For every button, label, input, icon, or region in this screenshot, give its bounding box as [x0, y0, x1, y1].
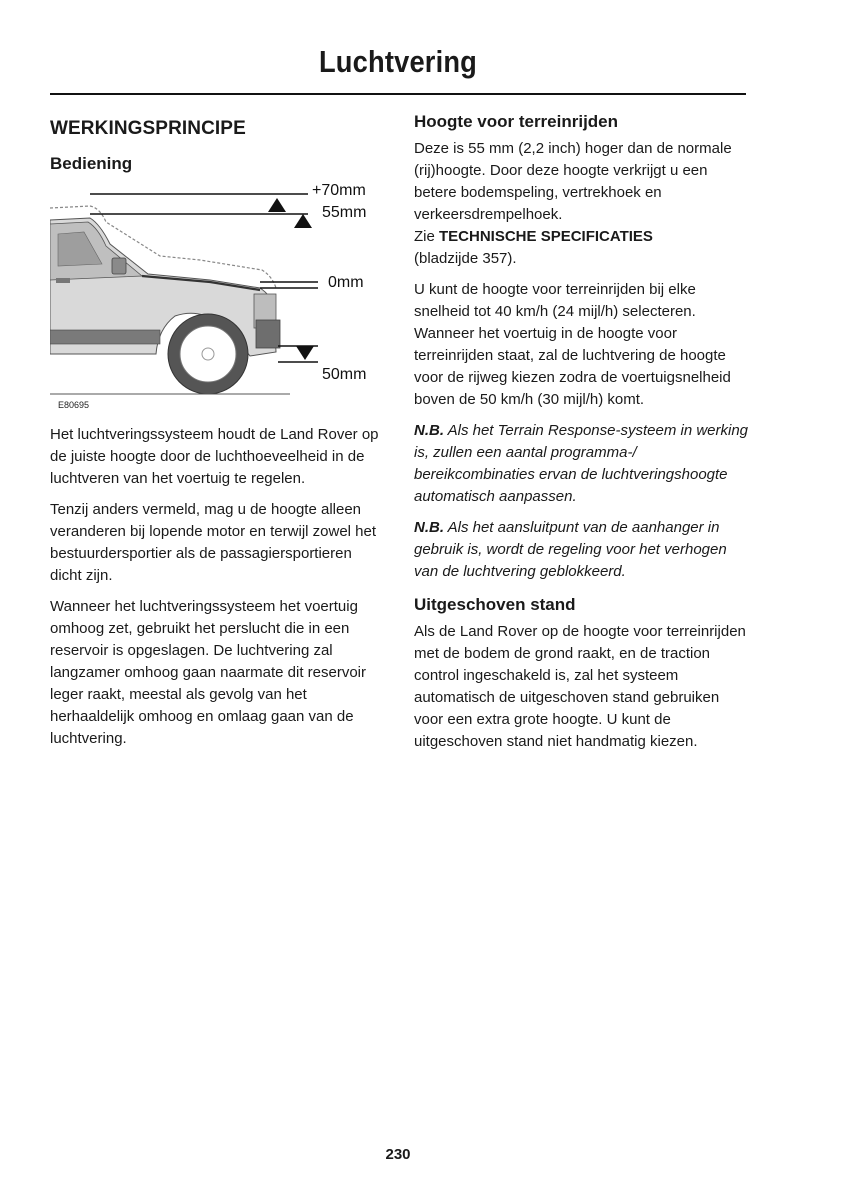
paragraph-reservoir: Wanneer het luchtveringssysteem het voertuig omhoog zet, gebruikt het perslucht die in een reservoir is opgeslagen. De luchtvering zal langzamer omhoog gaan naarmate dit reservoir leger raakt, meestal als gevolg van het herhaaldelijk omhoog en omlaag gaan van de luchtvering. — [50, 598, 367, 747]
subheading-bediening: Bediening — [50, 154, 133, 173]
note-trailer — [414, 517, 750, 583]
note-terrain-response — [414, 420, 750, 508]
note-text: Als het Terrain Response-systeem in werking is, zullen een aantal programma-/ bereikcombinaties ervan de luchtveringshoogte automatisch aanpassen. — [414, 422, 749, 505]
paragraph-conditions: Tenzij anders vermeld, mag u de hoogte alleen veranderen bij lopende motor en terwijl zowel het bestuurdersportier als de passagiersportieren dicht zijn. — [50, 501, 377, 584]
heading-hoogte-terreinrijden: Hoogte voor terreinrijden — [414, 112, 619, 131]
page-title: Luchtvering — [318, 44, 478, 79]
title-rule — [50, 93, 746, 95]
label-0mm: 0mm — [328, 274, 364, 291]
paragraph-intro: Het luchtveringssysteem houdt de Land Rover op de juiste hoogte door de luchthoeveelheid in de luchtveren van het voertuig te regelen. — [50, 426, 379, 487]
label-plus70mm: +70mm — [312, 182, 366, 199]
note-text: Als het aansluitpunt van de aanhanger in gebruik is, wordt de regeling voor het verhogen van de luchtvering geblokkeerd. — [414, 519, 727, 580]
note-label: N.B. — [414, 519, 444, 536]
note-label: N.B. — [414, 422, 444, 439]
label-50mm: 50mm — [322, 366, 367, 383]
page-number: 230 — [385, 1146, 411, 1163]
right-column — [414, 112, 750, 762]
suspension-height-figure — [50, 184, 380, 414]
paragraph-offroad-height — [414, 138, 750, 270]
heading-uitgeschoven-stand: Uitgeschoven stand — [414, 595, 576, 614]
paragraph-speed-limits: U kunt de hoogte voor terreinrijden bij elke snelheid tot 40 km/h (24 mijl/h) selecteren. Wanneer het voertuig in de hoogte voor terreinrijden staat, zal de luchtvering de hoogte voor de rijweg kiezen zodra de voertuigsnelheid boven de 50 km/h (30 mijl/h) komt. — [414, 281, 731, 408]
label-55mm: 55mm — [322, 204, 367, 221]
paragraph-extended-mode: Als de Land Rover op de hoogte voor terreinrijden met de bodem de grond raakt, en de traction control ingeschakeld is, zal het systeem automatisch de uitgeschoven stand gebruiken voor een extra grote hoogte. U kunt de uitgeschoven stand niet handmatig kiezen. — [414, 623, 746, 750]
ref-technical-specifications: TECHNISCHE SPECIFICATIES — [439, 228, 653, 245]
figure-code: E80695 — [58, 400, 90, 410]
ref-prefix: Zie — [414, 228, 440, 245]
left-column — [50, 112, 380, 759]
offroad-height-text: Deze is 55 mm (2,2 inch) hoger dan de normale (rij)hoogte. Door deze hoogte verkrijgt u een betere bodemspeling, vertrekhoek en verkeersdrempelhoek. — [414, 140, 732, 223]
section-heading-werkingsprincipe: WERKINGSPRINCIPE — [50, 118, 246, 139]
ref-page: (bladzijde 357). — [414, 250, 517, 267]
